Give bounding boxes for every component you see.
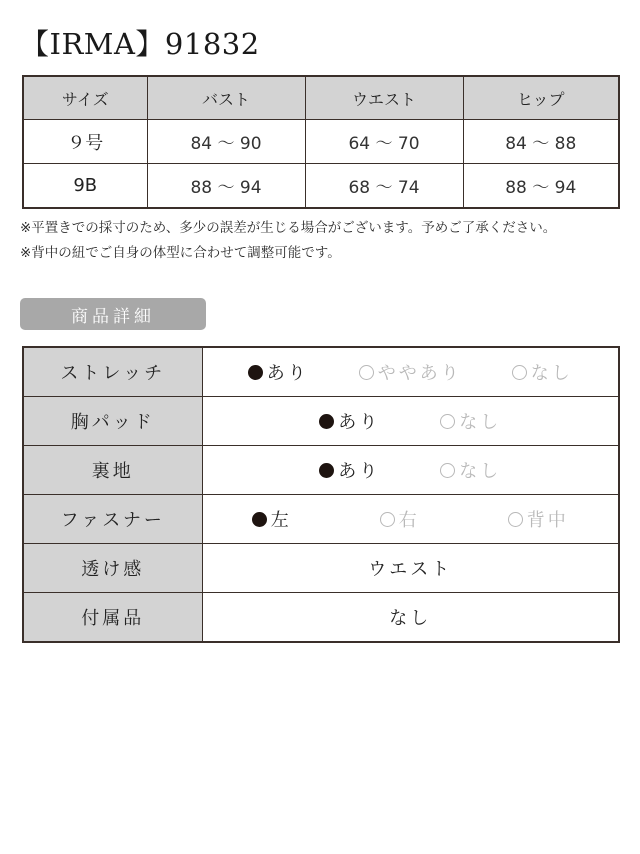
note-line: ※背中の紐でご自身の体型に合わせて調整可能です。 — [20, 245, 341, 261]
bust-value: 84 ～ 90 — [147, 120, 305, 164]
detail-label: ファスナー — [23, 495, 202, 544]
detail-row-pad — [23, 397, 619, 446]
option-label: 右 — [398, 510, 420, 531]
option-unselected — [440, 408, 501, 434]
detail-label: 透け感 — [23, 544, 202, 593]
detail-label: ストレッチ — [23, 347, 202, 397]
size-label: 9B — [23, 164, 147, 209]
page-title: 【IRMA】91832 — [20, 27, 260, 61]
note-line: ※平置きでの採寸のため、多少の誤差が生じる場合がございます。予めご了承ください。 — [20, 220, 557, 236]
detail-options — [202, 446, 619, 495]
empty-circle-icon — [440, 414, 455, 429]
option-selected — [252, 506, 292, 532]
detail-label: 胸パッド — [23, 397, 202, 446]
option-unselected — [440, 457, 501, 483]
empty-circle-icon — [380, 512, 395, 527]
option-label: なし — [459, 412, 502, 433]
section-title-badge: 商品詳細 — [20, 298, 206, 330]
size-header-waist: ウエスト — [305, 76, 463, 120]
option-label: 背中 — [526, 510, 569, 531]
size-table-header — [23, 76, 619, 120]
detail-table — [22, 346, 620, 643]
bust-value: 88 ～ 94 — [147, 164, 305, 209]
detail-options — [202, 397, 619, 446]
option-selected — [248, 359, 309, 385]
size-header-bust: バスト — [147, 76, 305, 120]
size-header-size: サイズ — [23, 76, 147, 120]
hip-value: 84 ～ 88 — [463, 120, 619, 164]
detail-row-stretch — [23, 347, 619, 397]
waist-value: 68 ～ 74 — [305, 164, 463, 209]
size-header-hip: ヒップ — [463, 76, 619, 120]
option-unselected — [359, 359, 462, 385]
detail-value: なし — [202, 593, 619, 643]
empty-circle-icon — [440, 463, 455, 478]
option-unselected — [380, 506, 420, 532]
detail-value: ウエスト — [202, 544, 619, 593]
option-label: あり — [338, 461, 381, 482]
detail-row-fastener — [23, 495, 619, 544]
hip-value: 88 ～ 94 — [463, 164, 619, 209]
detail-label: 付属品 — [23, 593, 202, 643]
filled-circle-icon — [319, 414, 334, 429]
detail-options — [202, 347, 619, 397]
detail-row-sheer — [23, 544, 619, 593]
size-notes — [20, 216, 556, 266]
option-label: あり — [338, 412, 381, 433]
filled-circle-icon — [248, 365, 263, 380]
filled-circle-icon — [319, 463, 334, 478]
option-unselected — [508, 506, 569, 532]
detail-row-accessories — [23, 593, 619, 643]
option-unselected — [512, 359, 573, 385]
empty-circle-icon — [359, 365, 374, 380]
detail-row-lining — [23, 446, 619, 495]
size-table — [22, 75, 620, 209]
option-label: 左 — [270, 510, 292, 531]
detail-options — [202, 495, 619, 544]
empty-circle-icon — [508, 512, 523, 527]
size-label: ９号 — [23, 120, 147, 164]
detail-label: 裏地 — [23, 446, 202, 495]
waist-value: 64 ～ 70 — [305, 120, 463, 164]
option-selected — [319, 457, 380, 483]
option-label: あり — [266, 363, 309, 384]
option-label: なし — [459, 461, 502, 482]
table-row — [23, 120, 619, 164]
empty-circle-icon — [512, 365, 527, 380]
filled-circle-icon — [252, 512, 267, 527]
option-label: ややあり — [377, 363, 462, 384]
option-selected — [319, 408, 380, 434]
option-label: なし — [530, 363, 573, 384]
table-row — [23, 164, 619, 209]
